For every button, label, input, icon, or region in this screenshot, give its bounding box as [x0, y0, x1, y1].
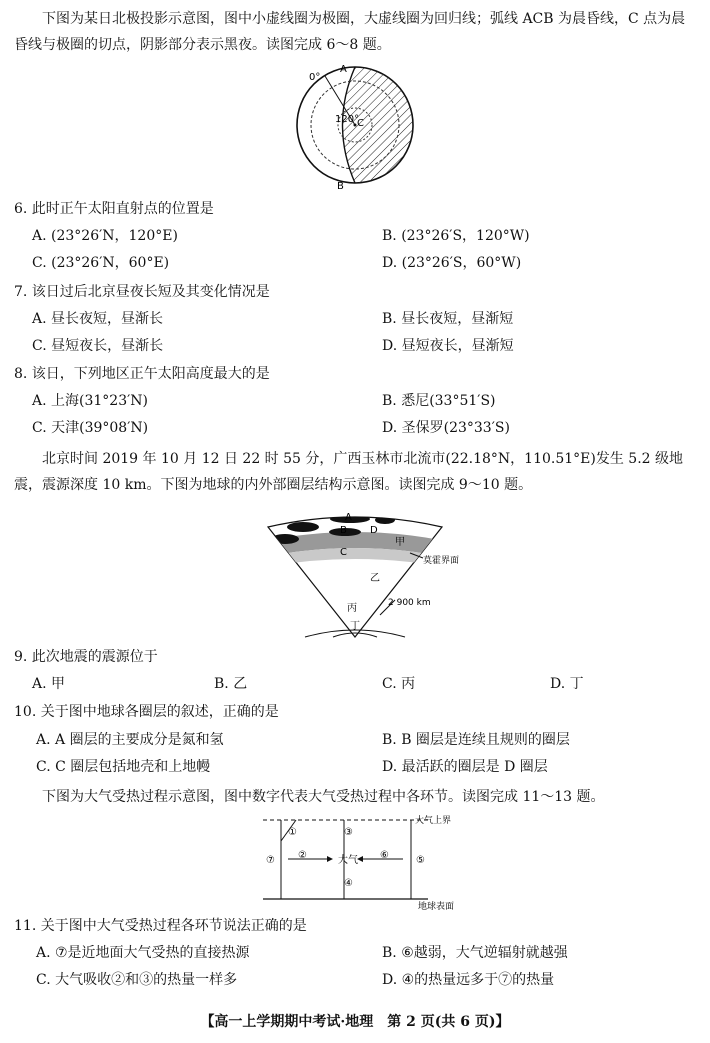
label-layer-b: B — [340, 525, 347, 536]
question-10-stem: 10. 关于图中地球各圈层的叙述，正确的是 — [14, 704, 279, 720]
question-8-stem: 8. 该日，下列地区正午太阳高度最大的是 — [14, 366, 270, 382]
label-a: A — [340, 64, 347, 75]
question-7-stem: 7. 该日过后北京昼夜长短及其变化情况是 — [14, 284, 270, 300]
q6-option-c[interactable]: C. (23°26′N，60°E) — [32, 255, 170, 271]
q11-option-c[interactable]: C. 大气吸收②和③的热量一样多 — [36, 972, 238, 988]
label-ding: 丁 — [350, 621, 360, 632]
label-1: ① — [288, 827, 297, 838]
label-earth-surface: 地球表面 — [418, 902, 455, 912]
night-shading — [343, 67, 414, 183]
q11-option-d[interactable]: D. ④的热量远多于⑦的热量 — [382, 972, 555, 988]
question-11-stem: 11. 关于图中大气受热过程各环节说法正确的是 — [14, 918, 307, 934]
label-0deg: 0° — [309, 72, 321, 83]
label-yi: 乙 — [370, 573, 380, 584]
polar-projection-figure — [285, 62, 435, 192]
label-b: B — [337, 181, 344, 192]
question-6-stem: 6. 此时正午太阳直射点的位置是 — [14, 201, 214, 217]
q9-option-a[interactable]: A. 甲 — [32, 676, 66, 692]
q7-option-d[interactable]: D. 昼短夜长，昼渐短 — [382, 338, 514, 354]
label-layer-d: D — [370, 525, 378, 536]
label-bing: 丙 — [347, 603, 357, 614]
label-moho: 莫霍界面 — [423, 556, 460, 566]
q9-option-b[interactable]: B. 乙 — [214, 676, 248, 692]
intro-paragraph-1: 下图为某日北极投影示意图，图中小虚线圈为极圈，大虚线圈为回归线；弧线 ACB 为晨昏线，C 点为晨昏线与极圈的切点，阴影部分表示黑夜。读图完成 6～8 题。 — [14, 11, 686, 53]
label-4: ④ — [344, 878, 353, 889]
q7-option-c[interactable]: C. 昼短夜长，昼渐长 — [32, 338, 164, 354]
q9-option-c[interactable]: C. 丙 — [382, 676, 416, 692]
label-depth: 2 900 km — [388, 598, 431, 608]
intro-paragraph-3: 下图为大气受热过程示意图，图中数字代表大气受热过程中各环节。读图完成 11～13 题。 — [42, 789, 605, 805]
q8-option-c[interactable]: C. 天津(39°08′N) — [32, 420, 149, 436]
q9-option-d[interactable]: D. 丁 — [550, 676, 584, 692]
q11-option-a[interactable]: A. ⑦是近地面大气受热的直接热源 — [36, 945, 250, 961]
label-5: ⑤ — [416, 855, 425, 866]
label-3: ③ — [344, 827, 353, 838]
q7-option-b[interactable]: B. 昼长夜短，昼渐短 — [382, 311, 514, 327]
earth-layers-figure — [255, 505, 460, 643]
q10-option-d[interactable]: D. 最活跃的圈层是 D 圈层 — [382, 759, 548, 775]
q7-option-a[interactable]: A. 昼长夜短，昼渐长 — [32, 311, 164, 327]
q8-option-b[interactable]: B. 悉尼(33°51′S) — [382, 393, 496, 409]
q6-option-b[interactable]: B. (23°26′S，120°W) — [382, 228, 530, 244]
intro-paragraph-2: 北京时间 2019 年 10 月 12 日 22 时 55 分，广西玉林市北流市(22.18°N，110.51°E)发生 5.2 级地震，震源深度 10 km。下图为地球的内外部圈层结构示意图。读图完成 9～10 题。 — [14, 451, 684, 493]
q6-option-a[interactable]: A. (23°26′N，120°E) — [32, 228, 178, 244]
q8-option-d[interactable]: D. 圣保罗(23°33′S) — [382, 420, 510, 436]
label-atmosphere: 大气 — [338, 855, 358, 866]
q11-option-b[interactable]: B. ⑥越弱，大气逆辐射就越强 — [382, 945, 568, 961]
question-9-stem: 9. 此次地震的震源位于 — [14, 649, 158, 665]
q8-option-a[interactable]: A. 上海(31°23′N) — [32, 393, 148, 409]
label-6: ⑥ — [380, 850, 389, 861]
q10-option-c[interactable]: C. C 圈层包括地壳和上地幔 — [36, 759, 211, 775]
label-upper-atmosphere: 大气上界 — [415, 816, 452, 826]
atmosphere-heating-figure — [258, 813, 468, 911]
label-7: ⑦ — [266, 855, 275, 866]
cloud-1 — [287, 522, 319, 532]
label-c: C — [357, 118, 364, 129]
q10-option-a[interactable]: A. A 圈层的主要成分是氮和氢 — [36, 732, 224, 748]
label-jia: 甲 — [395, 537, 405, 548]
q10-option-b[interactable]: B. B 圈层是连续且规则的圈层 — [382, 732, 570, 748]
label-layer-a: A — [345, 512, 352, 523]
land-1 — [271, 534, 299, 544]
label-2: ② — [298, 850, 307, 861]
label-120deg: 120° — [335, 114, 360, 125]
q6-option-d[interactable]: D. (23°26′S，60°W) — [382, 255, 522, 271]
label-layer-c: C — [340, 547, 347, 558]
page-footer: 【高一上学期期中考试·地理 第 2 页(共 6 页)】 — [200, 1014, 510, 1030]
